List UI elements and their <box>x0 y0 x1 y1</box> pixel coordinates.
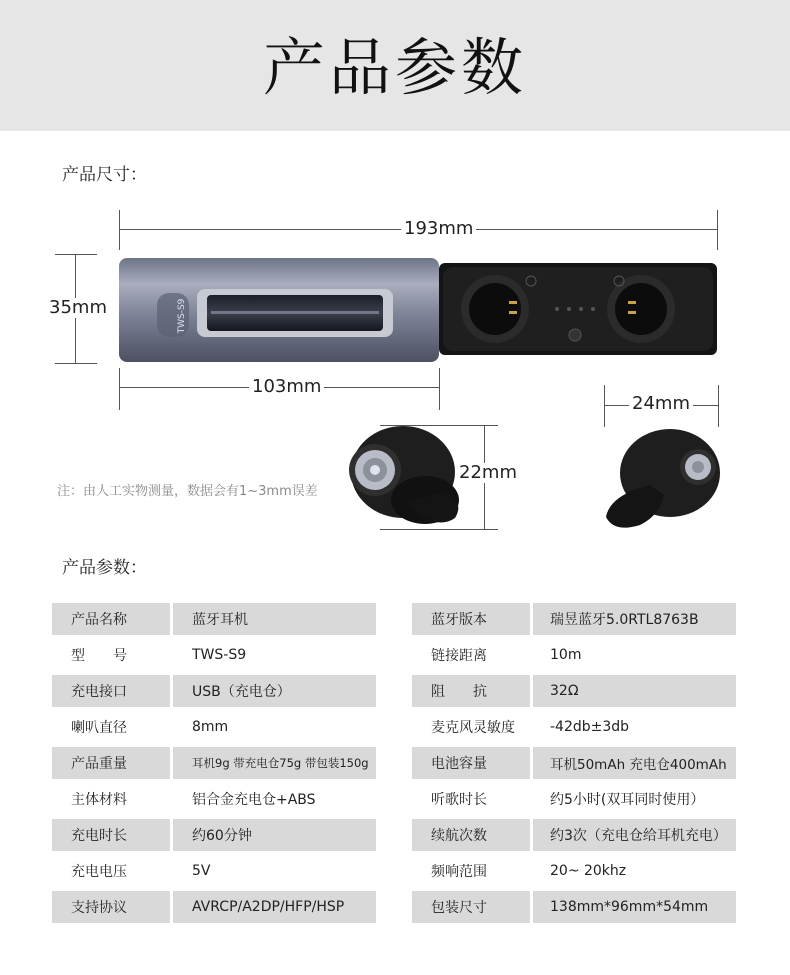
param-label: 主体材料 <box>71 792 127 808</box>
param-label: 产品重量 <box>71 756 127 772</box>
dim-tick-earbud-bottom <box>380 529 498 530</box>
size-section-label: 产品尺寸： <box>62 165 147 185</box>
dim-case-length: 103mm <box>249 377 324 397</box>
dim-tick-top <box>55 254 97 255</box>
earbud-right-image <box>600 425 725 535</box>
param-value: 约3次（充电仓给耳机充电） <box>550 828 727 844</box>
param-cell-divider <box>530 819 533 851</box>
charging-case-image <box>117 253 719 365</box>
param-cell-divider <box>170 819 173 851</box>
param-value: 耳机50mAh 充电仓400mAh <box>550 757 727 773</box>
param-value: USB（充电仓） <box>192 684 291 700</box>
param-value: -42db±3db <box>550 719 630 735</box>
param-cell-divider <box>170 639 173 671</box>
param-value: 约60分钟 <box>192 828 252 844</box>
param-cell-divider <box>530 891 533 923</box>
param-cell-divider <box>170 675 173 707</box>
param-label: 包装尺寸 <box>431 900 487 916</box>
param-cell-divider <box>530 855 533 887</box>
param-cell-divider <box>170 783 173 815</box>
param-row <box>52 603 376 635</box>
param-row <box>412 891 736 923</box>
param-label: 链接距离 <box>431 648 487 664</box>
dim-tick-right <box>717 210 718 250</box>
param-label: 蓝牙版本 <box>431 612 487 628</box>
param-row <box>412 783 736 815</box>
param-label: 听歌时长 <box>431 792 487 808</box>
param-cell-divider <box>530 603 533 635</box>
param-row <box>52 855 376 887</box>
param-value: AVRCP/A2DP/HFP/HSP <box>192 899 345 915</box>
param-cell-divider <box>170 603 173 635</box>
param-row <box>52 639 376 671</box>
dim-tick-earbud-right <box>718 385 719 427</box>
param-cell-divider <box>170 855 173 887</box>
dim-tick-case-right <box>439 368 440 410</box>
param-value: 10m <box>550 647 582 663</box>
param-row <box>52 675 376 707</box>
case-model-text: TWS-S9 <box>177 298 187 334</box>
param-value: TWS-S9 <box>192 647 247 663</box>
param-row <box>412 747 736 779</box>
param-row <box>52 783 376 815</box>
param-label: 充电电压 <box>71 864 127 880</box>
param-row <box>52 891 376 923</box>
param-cell-divider <box>530 711 533 743</box>
dim-tick-bottom <box>55 363 97 364</box>
param-label: 续航次数 <box>431 828 487 844</box>
param-cell-divider <box>530 747 533 779</box>
param-row <box>412 711 736 743</box>
param-value: 32Ω <box>550 683 579 699</box>
param-row <box>52 711 376 743</box>
param-value: 蓝牙耳机 <box>192 612 248 628</box>
param-label: 产品名称 <box>71 612 127 628</box>
param-label: 型 号 <box>71 648 127 664</box>
param-row <box>412 603 736 635</box>
param-row <box>412 819 736 851</box>
param-value: 铝合金充电仓+ABS <box>192 792 316 808</box>
param-value: 138mm*96mm*54mm <box>550 899 709 915</box>
measurement-note: 注：由人工实物测量，数据会有1~3mm误差 <box>57 484 318 499</box>
params-section-label: 产品参数： <box>62 558 147 578</box>
param-value: 5V <box>192 863 211 879</box>
param-value: 20~ 20khz <box>550 863 627 879</box>
param-value: 耳机9g 带充电仓75g 带包装150g <box>192 756 369 770</box>
param-label: 频响范围 <box>431 864 487 880</box>
dim-tick-earbud-left <box>604 385 605 427</box>
param-row <box>412 675 736 707</box>
param-cell-divider <box>170 711 173 743</box>
param-cell-divider <box>530 639 533 671</box>
param-row <box>52 747 376 779</box>
param-value: 瑞昱蓝牙5.0RTL8763B <box>550 612 699 628</box>
dim-height: 35mm <box>46 298 110 318</box>
param-value: 8mm <box>192 719 229 735</box>
dim-total-length: 193mm <box>401 219 476 239</box>
page-header <box>0 0 790 131</box>
dim-tick-earbud-top <box>380 425 498 426</box>
param-label: 充电时长 <box>71 828 127 844</box>
dim-tick-case-left <box>119 368 120 410</box>
param-cell-divider <box>170 891 173 923</box>
param-cell-divider <box>530 783 533 815</box>
param-cell-divider <box>170 747 173 779</box>
param-row <box>412 855 736 887</box>
param-row <box>52 819 376 851</box>
dim-tick-left <box>119 210 120 250</box>
param-label: 喇叭直径 <box>71 720 127 736</box>
dim-earbud-width: 24mm <box>629 394 693 414</box>
param-label: 充电接口 <box>71 684 127 700</box>
param-label: 支持协议 <box>71 900 127 916</box>
param-row <box>412 639 736 671</box>
param-label: 阻 抗 <box>431 684 487 700</box>
param-label: 电池容量 <box>431 756 487 772</box>
dim-earbud-height: 22mm <box>456 463 520 483</box>
page-title: 产品参数 <box>262 31 527 104</box>
param-cell-divider <box>530 675 533 707</box>
param-label: 麦克风灵敏度 <box>431 720 515 736</box>
param-value: 约5小时(双耳同时使用） <box>550 792 705 808</box>
